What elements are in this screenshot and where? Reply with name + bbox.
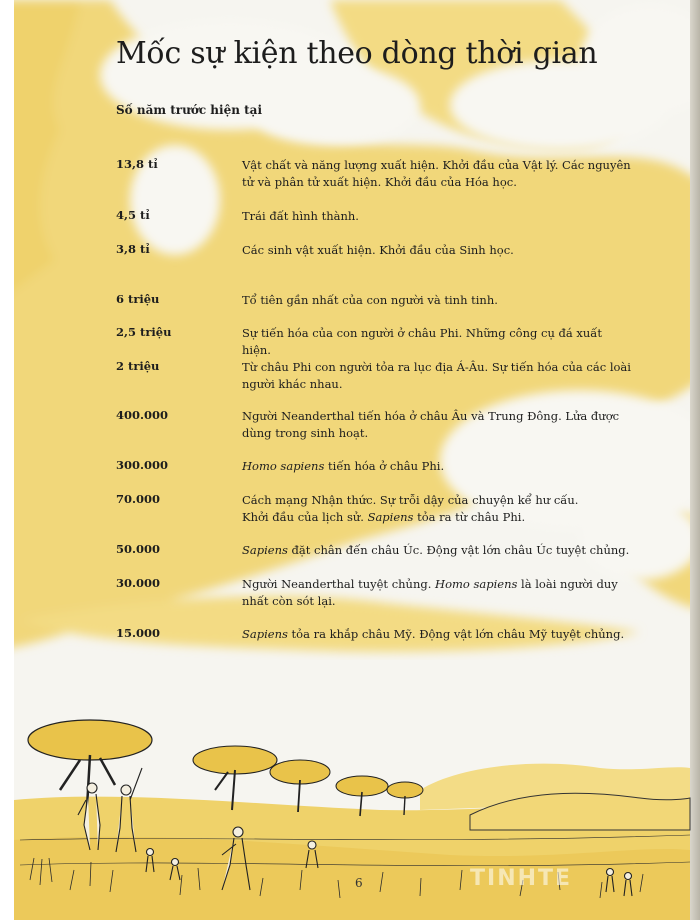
timeline-time: 30.000: [116, 576, 161, 590]
timeline-event: Người Neanderthal tiến hóa ở châu Âu và Trung Đông. Lửa được dùng trong sinh hoạt.: [242, 409, 620, 440]
timeline-time: 3,8 tỉ: [116, 242, 150, 256]
event-text: tỏa ra từ châu Phi.: [413, 510, 526, 524]
event-text: tỏa ra khắp châu Mỹ. Động vật lớn châu Mỹ tuyệt chủng.: [287, 627, 625, 641]
timeline-time: 6 triệu: [116, 292, 160, 306]
timeline-time: 50.000: [116, 542, 161, 556]
page-title: Mốc sự kiện theo dòng thời gian: [116, 36, 598, 71]
event-text: tiến hóa ở châu Phi.: [324, 459, 445, 473]
savanna-illustration: [0, 640, 700, 920]
timeline-event: [242, 492, 632, 526]
species-name-italic: Sapiens: [367, 510, 414, 524]
timeline-row: [116, 408, 636, 448]
event-text: là loài người duy nhất còn sót lại.: [242, 577, 618, 608]
column-heading-years-before-present: Số năm trước hiện tại: [116, 103, 262, 117]
page-number: 6: [355, 876, 363, 890]
acacia-tree: [387, 782, 423, 815]
event-text: Người Neanderthal tuyệt chủng.: [242, 577, 436, 591]
timeline-event: Sự tiến hóa của con người ở châu Phi. Những công cụ đá xuất hiện.: [242, 326, 602, 357]
timeline-event: [242, 542, 632, 559]
timeline-time: 300.000: [116, 458, 169, 472]
timeline-time: 13,8 tỉ: [116, 157, 158, 171]
timeline-event: [242, 458, 632, 475]
species-name-italic: Sapiens: [242, 627, 288, 641]
timeline-event: [242, 576, 632, 610]
timeline-row: [116, 157, 636, 197]
timeline-time: 15.000: [116, 626, 161, 640]
species-name-italic: Homo sapiens: [435, 577, 518, 591]
timeline-event: Tổ tiên gần nhất của con người và tinh tinh.: [242, 293, 498, 307]
timeline-time: 4,5 tỉ: [116, 208, 150, 222]
timeline-time: 400.000: [116, 408, 169, 422]
species-name-italic: Sapiens: [242, 543, 288, 557]
timeline-time: 2 triệu: [116, 359, 160, 373]
timeline-row: [116, 576, 636, 616]
timeline-row: [116, 359, 636, 399]
timeline-event: Từ châu Phi con người tỏa ra lục địa Á-Âu. Sự tiến hóa của các loài người khác nhau.: [242, 360, 631, 391]
species-name-italic: Homo sapiens: [242, 459, 325, 473]
event-text: Khởi đầu của lịch sử.: [242, 510, 368, 524]
timeline-time: 70.000: [116, 492, 161, 506]
watermark-text: TINHTE: [470, 866, 573, 891]
timeline-event: Vật chất và năng lượng xuất hiện. Khởi đầu của Vật lý. Các nguyên tử và phân tử xuất hiện. Khởi đầu của Hóa học.: [242, 158, 631, 189]
timeline-event: Trái đất hình thành.: [242, 209, 359, 223]
timeline-row: [116, 492, 636, 532]
timeline-event: Các sinh vật xuất hiện. Khởi đầu của Sinh học.: [242, 243, 514, 257]
event-text: Cách mạng Nhận thức. Sự trỗi dậy của chuyện kể hư cấu.: [242, 493, 579, 507]
timeline-row: [116, 242, 636, 282]
timeline-time: 2,5 triệu: [116, 325, 172, 339]
event-text: đặt chân đến châu Úc. Động vật lớn châu Úc tuyệt chủng.: [287, 543, 630, 557]
acacia-tree: [270, 760, 330, 812]
